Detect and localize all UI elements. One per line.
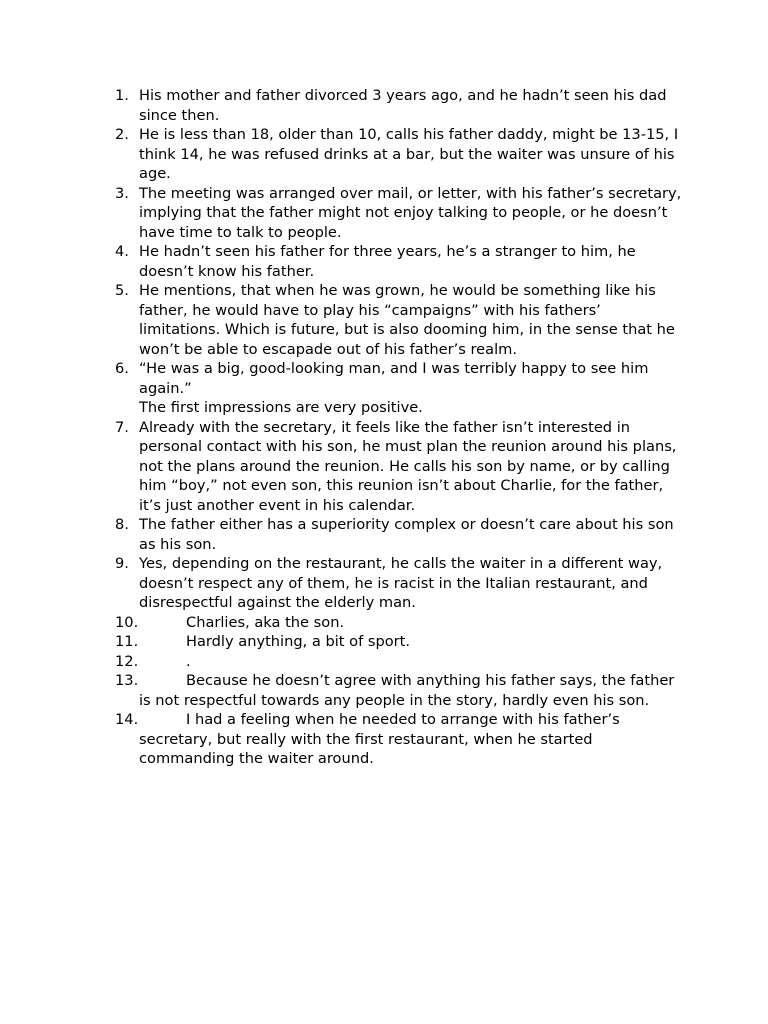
item-number: 14. [115, 711, 139, 728]
list-item [115, 242, 685, 281]
list-item [115, 710, 685, 769]
item-number: 13. [115, 672, 139, 689]
item-number: 2. [115, 126, 129, 143]
item-text: . [186, 652, 191, 670]
list-item [115, 613, 685, 633]
list-item [115, 418, 685, 516]
item-number: 10. [115, 613, 139, 631]
list-item [115, 671, 685, 710]
item-text: Already with the secretary, it feels like the father isn’t interested in personal contact with his son, he must plan the reunion around his plans, not the plans around the reunion. He calls his son by name, or by calling him “boy,” not even son, this reunion isn’t about Charlie, for the father, it’s just another event in his calendar. [139, 418, 677, 514]
item-number: 9. [115, 555, 129, 572]
list-item [115, 554, 685, 613]
list-item [115, 86, 685, 125]
item-number: 8. [115, 516, 129, 533]
item-text: “He was a big, good-looking man, and I was terribly happy to see him again.” [139, 360, 649, 397]
item-text-continuation: The first impressions are very positive. [139, 399, 423, 416]
item-number: 1. [115, 87, 129, 104]
list-item [115, 125, 685, 184]
item-number: 4. [115, 243, 129, 260]
item-number: 5. [115, 282, 129, 299]
list-item [115, 632, 685, 652]
item-text: His mother and father divorced 3 years ago, and he hadn’t seen his dad since then. [139, 87, 667, 124]
answer-list [115, 86, 685, 769]
item-text: The meeting was arranged over mail, or letter, with his father’s secretary, implying that the father might not enjoy talking to people, or he doesn’t have time to talk to people. [139, 184, 682, 241]
item-text: I had a feeling when he needed to arrange with his father’s secretary, but really with the first restaurant, when he started commanding the waiter around. [139, 711, 620, 767]
item-number: 7. [115, 418, 129, 436]
item-number: 11. [115, 633, 139, 650]
item-text: Yes, depending on the restaurant, he calls the waiter in a different way, doesn’t respect any of them, he is racist in the Italian restaurant, and disrespectful against the elderly man. [139, 555, 663, 611]
item-text: He is less than 18, older than 10, calls his father daddy, might be 13-15, I think 14, he was refused drinks at a bar, but the waiter was unsure of his age. [139, 126, 679, 182]
list-item [115, 652, 685, 672]
list-item [115, 281, 685, 359]
list-item [115, 515, 685, 554]
item-text: Charlies, aka the son. [186, 613, 345, 631]
item-number: 12. [115, 652, 139, 670]
item-text: The father either has a superiority complex or doesn’t care about his son as his son. [139, 516, 674, 553]
item-text: He hadn’t seen his father for three years, he’s a stranger to him, he doesn’t know his father. [139, 243, 636, 280]
item-text: Hardly anything, a bit of sport. [186, 633, 411, 650]
list-item [115, 184, 685, 243]
list-item [115, 359, 685, 418]
item-text: He mentions, that when he was grown, he would be something like his father, he would have to play his “campaigns” with his fathers’ limitations. Which is future, but is also dooming him, in the sense that he won’t be able to escapade out of his father’s realm. [139, 282, 675, 358]
item-number: 3. [115, 184, 129, 202]
item-text: Because he doesn’t agree with anything his father says, the father is not respectful towards any people in the story, hardly even his son. [139, 672, 675, 709]
item-number: 6. [115, 360, 129, 377]
